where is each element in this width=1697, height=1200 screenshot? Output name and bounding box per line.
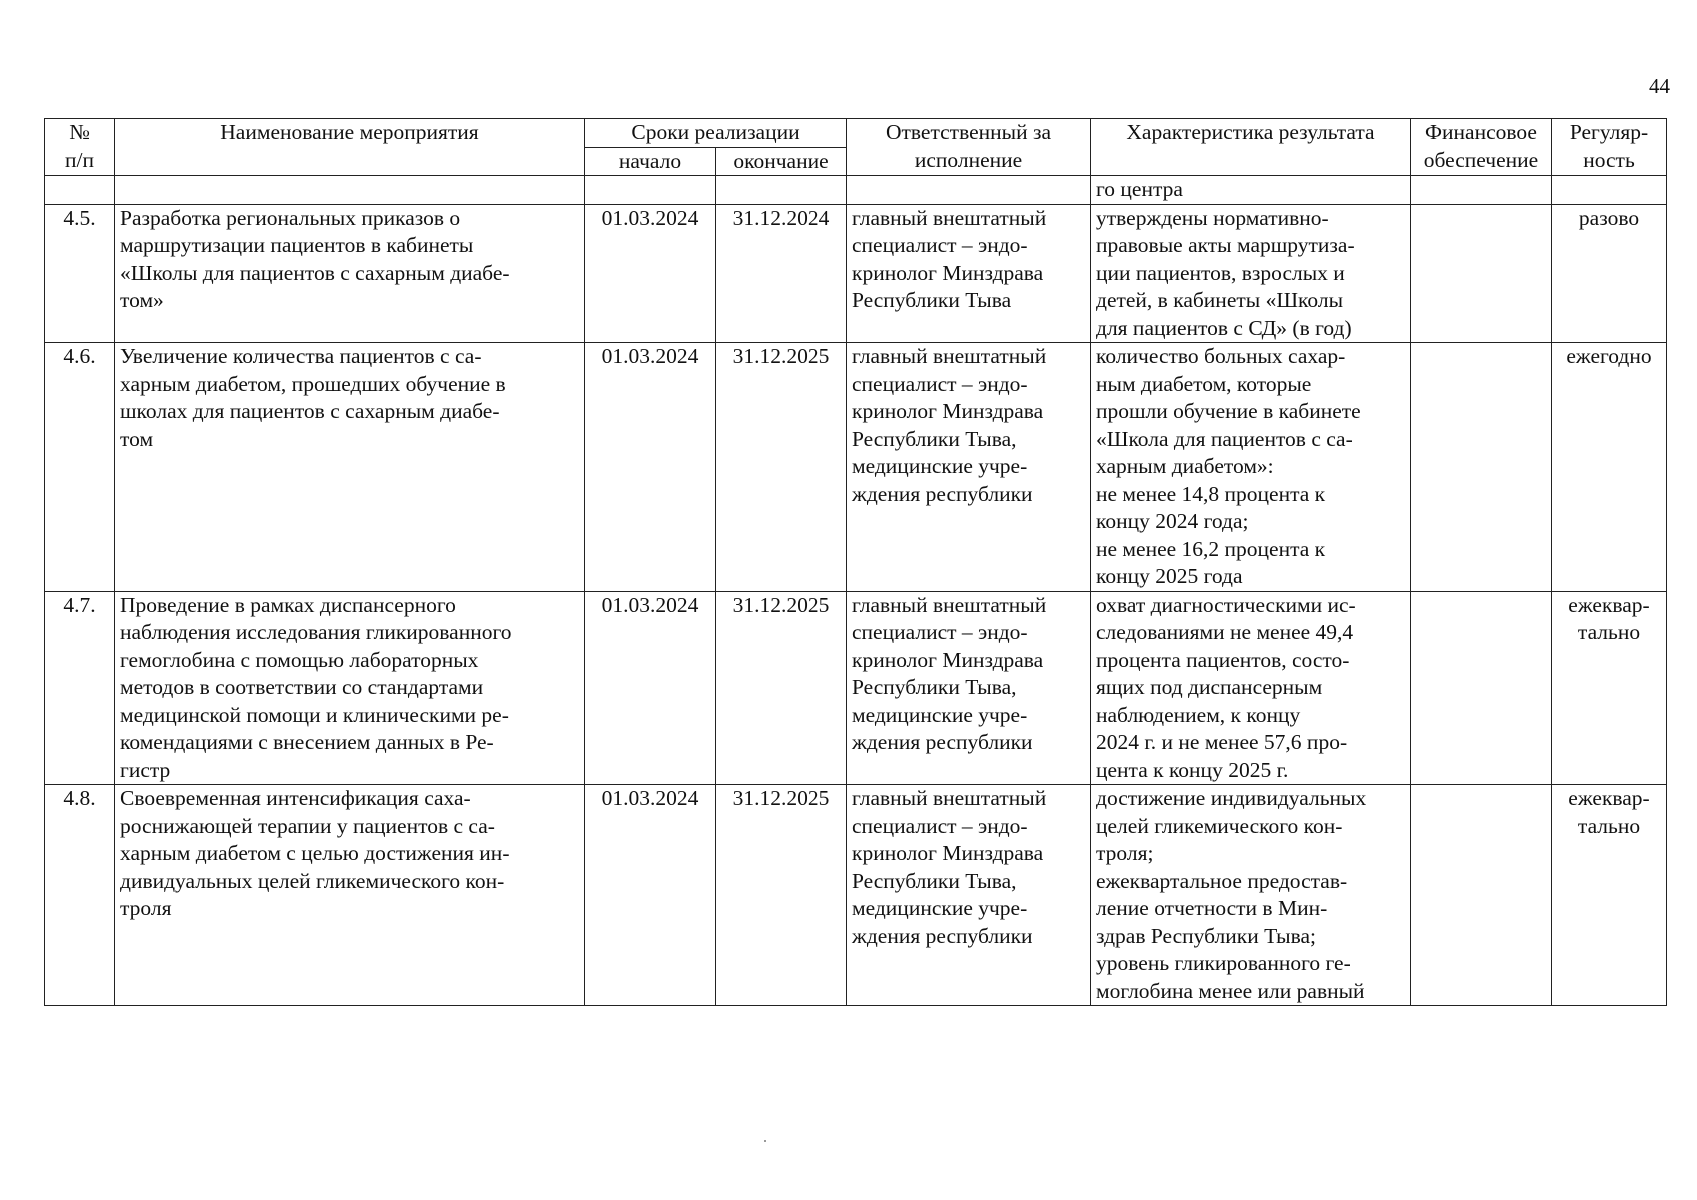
table-row — [45, 204, 1667, 343]
cell-end: 31.12.2025 — [716, 591, 847, 785]
page-number: 44 — [1649, 74, 1670, 98]
cell-result: утверждены нормативно- правовые акты маршрутиза- ции пациентов, взрослых и детей, в кабинеты «Школы для пациентов с СД» (в год) — [1091, 204, 1411, 343]
cell-result: го центра — [1091, 176, 1411, 205]
table-row — [45, 591, 1667, 785]
cell-result: охват диагностическими ис- следованиями не менее 49,4 процента пациентов, состо- ящих под диспансерным наблюдением, к концу 2024 г. и не менее 57,6 про- цента к концу 2025 г. — [1091, 591, 1411, 785]
cell-start: 01.03.2024 — [585, 343, 716, 592]
cell-num — [45, 176, 115, 205]
cell-finance — [1411, 343, 1552, 592]
header-num: № п/п — [45, 119, 115, 176]
cell-num: 4.7. — [45, 591, 115, 785]
cell-finance — [1411, 785, 1552, 1006]
cell-regularity: ежегодно — [1552, 343, 1667, 592]
header-responsible: Ответственный за исполнение — [847, 119, 1091, 176]
cell-responsible: главный внештатный специалист – эндо- кринолог Минздрава Республики Тыва — [847, 204, 1091, 343]
cell-result: достижение индивидуальных целей гликемического кон- троля; ежеквартальное предостав- ление отчетности в Мин- здрав Республики Тыва; уровень гликированного ге- моглобина менее или равный — [1091, 785, 1411, 1006]
cell-start: 01.03.2024 — [585, 204, 716, 343]
cell-regularity: ежеквар- тально — [1552, 591, 1667, 785]
cell-start — [585, 176, 716, 205]
header-finance: Финансовое обеспечение — [1411, 119, 1552, 176]
header-start: начало — [585, 147, 716, 176]
cell-start: 01.03.2024 — [585, 591, 716, 785]
cell-end: 31.12.2024 — [716, 204, 847, 343]
cell-end: 31.12.2025 — [716, 785, 847, 1006]
cell-end — [716, 176, 847, 205]
cell-responsible: главный внештатный специалист – эндо- кринолог Минздрава Республики Тыва, медицинские учре- ждения республики — [847, 785, 1091, 1006]
cell-name: Увеличение количества пациентов с са- харным диабетом, прошедших обучение в школах для пациентов с сахарным диабе- том — [115, 343, 585, 592]
cell-end: 31.12.2025 — [716, 343, 847, 592]
cell-regularity: разово — [1552, 204, 1667, 343]
cell-name — [115, 176, 585, 205]
cell-responsible: главный внештатный специалист – эндо- кринолог Минздрава Республики Тыва, медицинские учре- ждения республики — [847, 343, 1091, 592]
cell-finance — [1411, 591, 1552, 785]
header-name: Наименование мероприятия — [115, 119, 585, 176]
cell-num: 4.5. — [45, 204, 115, 343]
cell-start: 01.03.2024 — [585, 785, 716, 1006]
cell-responsible — [847, 176, 1091, 205]
cell-name: Своевременная интенсификация саха- роснижающей терапии у пациентов с са- харным диабетом с целью достижения ин- дивидуальных целей гликемического кон- троля — [115, 785, 585, 1006]
cell-responsible: главный внештатный специалист – эндо- кринолог Минздрава Республики Тыва, медицинские учре- ждения республики — [847, 591, 1091, 785]
cell-finance — [1411, 204, 1552, 343]
table-body — [45, 176, 1667, 1006]
cell-name: Проведение в рамках диспансерного наблюдения исследования гликированного гемоглобина с помощью лабораторных методов в соответствии со стандартами медицинской помощи и клиническими ре- комендациями с внесением данных в Ре- гистр — [115, 591, 585, 785]
continuation-row — [45, 176, 1667, 205]
cell-result: количество больных сахар- ным диабетом, которые прошли обучение в кабинете «Школа для пациентов с са- харным диабетом»: не менее 14,8 процента к концу 2024 года; не менее 16,2 процента к концу 2025 года — [1091, 343, 1411, 592]
table-row — [45, 343, 1667, 592]
header-end: окончание — [716, 147, 847, 176]
header-terms: Сроки реализации — [585, 119, 847, 148]
table-row — [45, 785, 1667, 1006]
cell-regularity: ежеквар- тально — [1552, 785, 1667, 1006]
cell-name: Разработка региональных приказов о маршрутизации пациентов в кабинеты «Школы для пациентов с сахарным диабе- том» — [115, 204, 585, 343]
events-table — [44, 118, 1667, 1006]
table-header — [45, 119, 1667, 176]
cell-num: 4.8. — [45, 785, 115, 1006]
header-result: Характеристика результата — [1091, 119, 1411, 176]
cell-num: 4.6. — [45, 343, 115, 592]
cell-regularity — [1552, 176, 1667, 205]
header-regularity: Регуляр- ность — [1552, 119, 1667, 176]
cell-finance — [1411, 176, 1552, 205]
scan-speck — [764, 1140, 766, 1142]
header-row-1 — [45, 119, 1667, 148]
